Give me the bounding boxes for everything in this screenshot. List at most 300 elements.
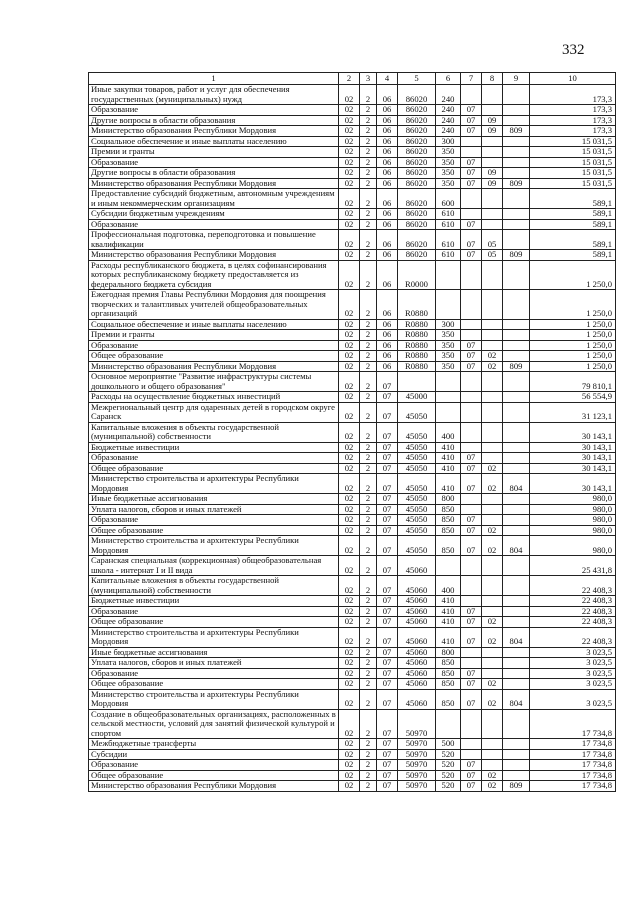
row-code-a: 02 <box>339 474 360 494</box>
row-target-article: 86020 <box>398 189 436 209</box>
row-target-article: 45050 <box>398 504 436 515</box>
row-subsection <box>482 515 503 526</box>
row-code-a: 02 <box>339 422 360 442</box>
row-target-article: 45060 <box>398 627 436 647</box>
row-section <box>461 422 482 442</box>
row-ministry <box>503 442 530 453</box>
row-name: Уплата налогов, сборов и иных платежей <box>89 658 339 669</box>
row-expense-type: 350 <box>436 351 461 362</box>
row-target-article: 86020 <box>398 147 436 158</box>
row-code-b: 2 <box>360 392 377 403</box>
row-ministry <box>503 147 530 158</box>
row-target-article: 86020 <box>398 250 436 261</box>
row-subsection: 09 <box>482 168 503 179</box>
row-target-article: 45060 <box>398 617 436 628</box>
row-amount: 173,3 <box>530 126 616 137</box>
row-target-article: 86020 <box>398 136 436 147</box>
row-name: Министерство образования Республики Мордовия <box>89 178 339 189</box>
row-section <box>461 402 482 422</box>
row-code-b: 2 <box>360 260 377 290</box>
row-ministry <box>503 115 530 126</box>
row-code-c: 07 <box>377 504 398 515</box>
row-target-article: 45060 <box>398 647 436 658</box>
row-code-b: 2 <box>360 157 377 168</box>
row-target-article: 45060 <box>398 658 436 669</box>
table-row <box>89 219 616 230</box>
row-code-b: 2 <box>360 658 377 669</box>
row-ministry <box>503 617 530 628</box>
row-subsection <box>482 709 503 739</box>
table-row <box>89 760 616 771</box>
row-code-b: 2 <box>360 178 377 189</box>
row-section <box>461 392 482 403</box>
row-amount: 15 031,5 <box>530 168 616 179</box>
row-subsection <box>482 556 503 576</box>
table-row <box>89 679 616 690</box>
row-subsection <box>482 576 503 596</box>
row-code-b: 2 <box>360 770 377 781</box>
row-section: 07 <box>461 463 482 474</box>
row-expense-type: 410 <box>436 617 461 628</box>
row-expense-type: 850 <box>436 668 461 679</box>
row-target-article: 45050 <box>398 463 436 474</box>
row-ministry <box>503 770 530 781</box>
row-code-b: 2 <box>360 679 377 690</box>
row-subsection: 02 <box>482 536 503 556</box>
row-target-article: 86020 <box>398 157 436 168</box>
row-code-a: 02 <box>339 157 360 168</box>
row-amount: 589,1 <box>530 230 616 250</box>
row-code-c: 06 <box>377 168 398 179</box>
row-name: Социальное обеспечение и иные выплаты населению <box>89 136 339 147</box>
row-section: 07 <box>461 781 482 792</box>
row-subsection <box>482 658 503 669</box>
row-target-article: 86020 <box>398 168 436 179</box>
row-name: Субсидии бюджетным учреждениям <box>89 209 339 220</box>
table-row <box>89 189 616 209</box>
row-name: Общее образование <box>89 679 339 690</box>
row-code-a: 02 <box>339 749 360 760</box>
row-section <box>461 504 482 515</box>
row-name: Иные закупки товаров, работ и услуг для обеспечения государственных (муниципальных) нужд <box>89 85 339 105</box>
row-ministry <box>503 136 530 147</box>
row-amount: 1 250,0 <box>530 319 616 330</box>
table-row <box>89 525 616 536</box>
row-target-article: 45060 <box>398 576 436 596</box>
row-section <box>461 442 482 453</box>
row-subsection <box>482 340 503 351</box>
row-amount: 173,3 <box>530 85 616 105</box>
row-code-a: 02 <box>339 260 360 290</box>
row-amount: 173,3 <box>530 115 616 126</box>
table-row <box>89 178 616 189</box>
row-section <box>461 556 482 576</box>
row-code-b: 2 <box>360 219 377 230</box>
row-section <box>461 576 482 596</box>
row-ministry <box>503 606 530 617</box>
row-code-b: 2 <box>360 525 377 536</box>
row-section: 07 <box>461 351 482 362</box>
table-row <box>89 474 616 494</box>
row-expense-type: 850 <box>436 515 461 526</box>
row-ministry <box>503 340 530 351</box>
column-header: 3 <box>360 73 377 85</box>
row-name: Образование <box>89 453 339 464</box>
row-code-b: 2 <box>360 126 377 137</box>
table-row <box>89 157 616 168</box>
row-name: Министерство строительства и архитектуры Республики Мордовия <box>89 536 339 556</box>
row-amount: 22 408,3 <box>530 627 616 647</box>
row-amount: 15 031,5 <box>530 147 616 158</box>
row-name: Иные бюджетные ассигнования <box>89 647 339 658</box>
row-expense-type: 600 <box>436 189 461 209</box>
row-ministry: 804 <box>503 474 530 494</box>
table-row <box>89 147 616 158</box>
row-amount: 22 408,3 <box>530 617 616 628</box>
row-code-b: 2 <box>360 351 377 362</box>
row-name: Министерство образования Республики Мордовия <box>89 250 339 261</box>
row-subsection: 02 <box>482 474 503 494</box>
row-ministry: 804 <box>503 627 530 647</box>
row-section <box>461 372 482 392</box>
row-ministry <box>503 760 530 771</box>
row-code-b: 2 <box>360 147 377 158</box>
row-code-c: 06 <box>377 157 398 168</box>
row-name: Министерство образования Республики Мордовия <box>89 781 339 792</box>
row-ministry <box>503 515 530 526</box>
row-code-c: 07 <box>377 770 398 781</box>
row-name: Социальное обеспечение и иные выплаты населению <box>89 319 339 330</box>
row-target-article: 86020 <box>398 115 436 126</box>
row-section: 07 <box>461 178 482 189</box>
row-code-b: 2 <box>360 504 377 515</box>
row-amount: 22 408,3 <box>530 606 616 617</box>
row-expense-type <box>436 290 461 320</box>
row-target-article: 45050 <box>398 515 436 526</box>
table-row <box>89 709 616 739</box>
row-code-c: 07 <box>377 689 398 709</box>
row-expense-type <box>436 556 461 576</box>
row-expense-type <box>436 709 461 739</box>
column-header: 4 <box>377 73 398 85</box>
row-amount: 17 734,8 <box>530 709 616 739</box>
row-expense-type: 410 <box>436 453 461 464</box>
row-section <box>461 596 482 607</box>
row-ministry <box>503 679 530 690</box>
row-target-article: 86020 <box>398 230 436 250</box>
budget-table-container <box>88 72 615 792</box>
row-ministry <box>503 219 530 230</box>
row-code-b: 2 <box>360 250 377 261</box>
row-amount: 1 250,0 <box>530 351 616 362</box>
row-section <box>461 260 482 290</box>
row-amount: 3 023,5 <box>530 679 616 690</box>
row-code-a: 02 <box>339 504 360 515</box>
row-code-c: 07 <box>377 515 398 526</box>
table-row <box>89 136 616 147</box>
row-code-b: 2 <box>360 330 377 341</box>
row-code-b: 2 <box>360 739 377 750</box>
row-name: Саранская специальная (коррекционная) общеобразовательная школа - интернат I и II вида <box>89 556 339 576</box>
row-code-b: 2 <box>360 617 377 628</box>
row-section: 07 <box>461 168 482 179</box>
row-amount: 17 734,8 <box>530 739 616 750</box>
row-code-c: 07 <box>377 442 398 453</box>
row-ministry <box>503 504 530 515</box>
row-code-b: 2 <box>360 515 377 526</box>
table-row <box>89 319 616 330</box>
row-code-c: 06 <box>377 290 398 320</box>
row-target-article: 45050 <box>398 536 436 556</box>
row-ministry <box>503 260 530 290</box>
row-code-b: 2 <box>360 442 377 453</box>
row-code-b: 2 <box>360 115 377 126</box>
row-name: Общее образование <box>89 525 339 536</box>
row-section <box>461 330 482 341</box>
row-target-article: 45050 <box>398 525 436 536</box>
row-section <box>461 136 482 147</box>
row-code-a: 02 <box>339 709 360 739</box>
row-subsection: 09 <box>482 178 503 189</box>
row-expense-type: 410 <box>436 463 461 474</box>
row-ministry <box>503 209 530 220</box>
row-name: Премии и гранты <box>89 330 339 341</box>
table-row <box>89 770 616 781</box>
row-expense-type: 520 <box>436 749 461 760</box>
row-section: 07 <box>461 115 482 126</box>
row-target-article: 86020 <box>398 178 436 189</box>
row-subsection <box>482 402 503 422</box>
row-ministry: 809 <box>503 361 530 372</box>
row-target-article: 45050 <box>398 494 436 505</box>
table-row <box>89 126 616 137</box>
row-code-c: 06 <box>377 178 398 189</box>
row-amount: 980,0 <box>530 504 616 515</box>
row-section: 07 <box>461 157 482 168</box>
row-code-a: 02 <box>339 230 360 250</box>
row-ministry <box>503 372 530 392</box>
table-row <box>89 504 616 515</box>
row-target-article: 45060 <box>398 596 436 607</box>
row-code-b: 2 <box>360 85 377 105</box>
row-code-a: 02 <box>339 392 360 403</box>
row-code-c: 07 <box>377 668 398 679</box>
row-target-article: 45000 <box>398 392 436 403</box>
row-expense-type: 300 <box>436 136 461 147</box>
row-name: Образование <box>89 340 339 351</box>
table-row <box>89 230 616 250</box>
table-row <box>89 442 616 453</box>
column-header: 7 <box>461 73 482 85</box>
row-code-b: 2 <box>360 189 377 209</box>
row-name: Министерство строительства и архитектуры Республики Мордовия <box>89 474 339 494</box>
row-amount: 589,1 <box>530 209 616 220</box>
row-section: 07 <box>461 474 482 494</box>
row-subsection: 09 <box>482 115 503 126</box>
row-code-a: 02 <box>339 596 360 607</box>
row-ministry <box>503 658 530 669</box>
row-code-b: 2 <box>360 576 377 596</box>
row-name: Межрегиональный центр для одаренных детей в городском округе Саранск <box>89 402 339 422</box>
row-code-c: 07 <box>377 422 398 442</box>
row-expense-type <box>436 372 461 392</box>
table-body <box>89 85 616 792</box>
row-amount: 30 143,1 <box>530 453 616 464</box>
row-code-b: 2 <box>360 105 377 116</box>
row-ministry <box>503 290 530 320</box>
row-code-c: 07 <box>377 617 398 628</box>
table-row <box>89 340 616 351</box>
row-name: Образование <box>89 157 339 168</box>
row-code-c: 06 <box>377 115 398 126</box>
row-subsection <box>482 392 503 403</box>
row-code-c: 07 <box>377 749 398 760</box>
row-name: Образование <box>89 105 339 116</box>
row-code-a: 02 <box>339 372 360 392</box>
row-ministry <box>503 85 530 105</box>
row-ministry <box>503 230 530 250</box>
row-expense-type: 800 <box>436 647 461 658</box>
row-amount: 1 250,0 <box>530 361 616 372</box>
row-section: 07 <box>461 770 482 781</box>
row-subsection: 02 <box>482 525 503 536</box>
table-row <box>89 372 616 392</box>
row-expense-type: 400 <box>436 422 461 442</box>
row-subsection <box>482 157 503 168</box>
row-name: Образование <box>89 760 339 771</box>
row-code-c: 06 <box>377 136 398 147</box>
row-amount: 1 250,0 <box>530 260 616 290</box>
row-subsection <box>482 85 503 105</box>
row-code-a: 02 <box>339 556 360 576</box>
table-row <box>89 596 616 607</box>
row-code-b: 2 <box>360 422 377 442</box>
row-code-c: 07 <box>377 760 398 771</box>
row-subsection <box>482 219 503 230</box>
row-name: Расходы республиканского бюджета, в целях софинансирования которых республиканскому бюджету предоставляется из федерального бюджета субсидия <box>89 260 339 290</box>
row-target-article: 86020 <box>398 85 436 105</box>
table-row <box>89 250 616 261</box>
row-section: 07 <box>461 525 482 536</box>
row-code-b: 2 <box>360 556 377 576</box>
row-target-article: R0880 <box>398 330 436 341</box>
row-code-a: 02 <box>339 219 360 230</box>
table-row <box>89 330 616 341</box>
row-section: 07 <box>461 536 482 556</box>
row-section: 07 <box>461 250 482 261</box>
row-code-a: 02 <box>339 668 360 679</box>
row-ministry <box>503 351 530 362</box>
table-row <box>89 556 616 576</box>
row-name: Основное мероприятие "Развитие инфраструктуры системы дошкольного и общего образования" <box>89 372 339 392</box>
row-code-b: 2 <box>360 402 377 422</box>
row-amount: 22 408,3 <box>530 596 616 607</box>
table-row <box>89 351 616 362</box>
row-code-c: 06 <box>377 147 398 158</box>
row-section <box>461 147 482 158</box>
row-subsection <box>482 209 503 220</box>
row-name: Общее образование <box>89 770 339 781</box>
row-amount: 17 734,8 <box>530 770 616 781</box>
row-ministry <box>503 668 530 679</box>
row-section: 07 <box>461 230 482 250</box>
row-code-c: 07 <box>377 596 398 607</box>
row-section: 07 <box>461 617 482 628</box>
row-name: Министерство строительства и архитектуры Республики Мордовия <box>89 689 339 709</box>
row-code-c: 06 <box>377 219 398 230</box>
row-target-article: 45050 <box>398 453 436 464</box>
row-target-article: R0000 <box>398 260 436 290</box>
row-code-b: 2 <box>360 290 377 320</box>
row-target-article: 86020 <box>398 126 436 137</box>
row-code-b: 2 <box>360 474 377 494</box>
table-row <box>89 515 616 526</box>
row-code-a: 02 <box>339 361 360 372</box>
row-code-b: 2 <box>360 709 377 739</box>
row-ministry <box>503 330 530 341</box>
row-subsection: 09 <box>482 126 503 137</box>
row-section <box>461 319 482 330</box>
row-expense-type: 300 <box>436 319 461 330</box>
row-expense-type: 350 <box>436 147 461 158</box>
row-section: 07 <box>461 606 482 617</box>
row-section: 07 <box>461 453 482 464</box>
row-amount: 25 431,8 <box>530 556 616 576</box>
row-code-b: 2 <box>360 606 377 617</box>
row-code-c: 07 <box>377 647 398 658</box>
row-code-a: 02 <box>339 178 360 189</box>
row-code-a: 02 <box>339 647 360 658</box>
row-expense-type: 240 <box>436 105 461 116</box>
row-target-article: 45050 <box>398 442 436 453</box>
row-code-c: 06 <box>377 126 398 137</box>
row-expense-type: 410 <box>436 442 461 453</box>
row-section <box>461 290 482 320</box>
row-target-article: R0880 <box>398 361 436 372</box>
row-subsection: 02 <box>482 689 503 709</box>
row-name: Уплата налогов, сборов и иных платежей <box>89 504 339 515</box>
row-target-article: 86020 <box>398 209 436 220</box>
row-code-a: 02 <box>339 209 360 220</box>
table-row <box>89 536 616 556</box>
table-row <box>89 617 616 628</box>
row-code-c: 07 <box>377 739 398 750</box>
row-code-c: 07 <box>377 556 398 576</box>
row-target-article: R0880 <box>398 319 436 330</box>
row-amount: 30 143,1 <box>530 463 616 474</box>
row-code-b: 2 <box>360 361 377 372</box>
row-name: Предоставление субсидий бюджетным, автономным учреждениям и иным некоммерческим организациям <box>89 189 339 209</box>
row-subsection: 02 <box>482 781 503 792</box>
column-header: 8 <box>482 73 503 85</box>
row-target-article: 50970 <box>398 781 436 792</box>
row-amount: 3 023,5 <box>530 689 616 709</box>
row-name: Премии и гранты <box>89 147 339 158</box>
row-code-a: 02 <box>339 760 360 771</box>
row-code-a: 02 <box>339 536 360 556</box>
row-expense-type: 850 <box>436 504 461 515</box>
row-subsection: 05 <box>482 230 503 250</box>
row-code-a: 02 <box>339 189 360 209</box>
table-row <box>89 749 616 760</box>
row-subsection <box>482 606 503 617</box>
row-name: Иные бюджетные ассигнования <box>89 494 339 505</box>
row-target-article: R0880 <box>398 290 436 320</box>
row-ministry <box>503 556 530 576</box>
row-amount: 17 734,8 <box>530 760 616 771</box>
table-header-row <box>89 73 616 85</box>
row-code-b: 2 <box>360 781 377 792</box>
